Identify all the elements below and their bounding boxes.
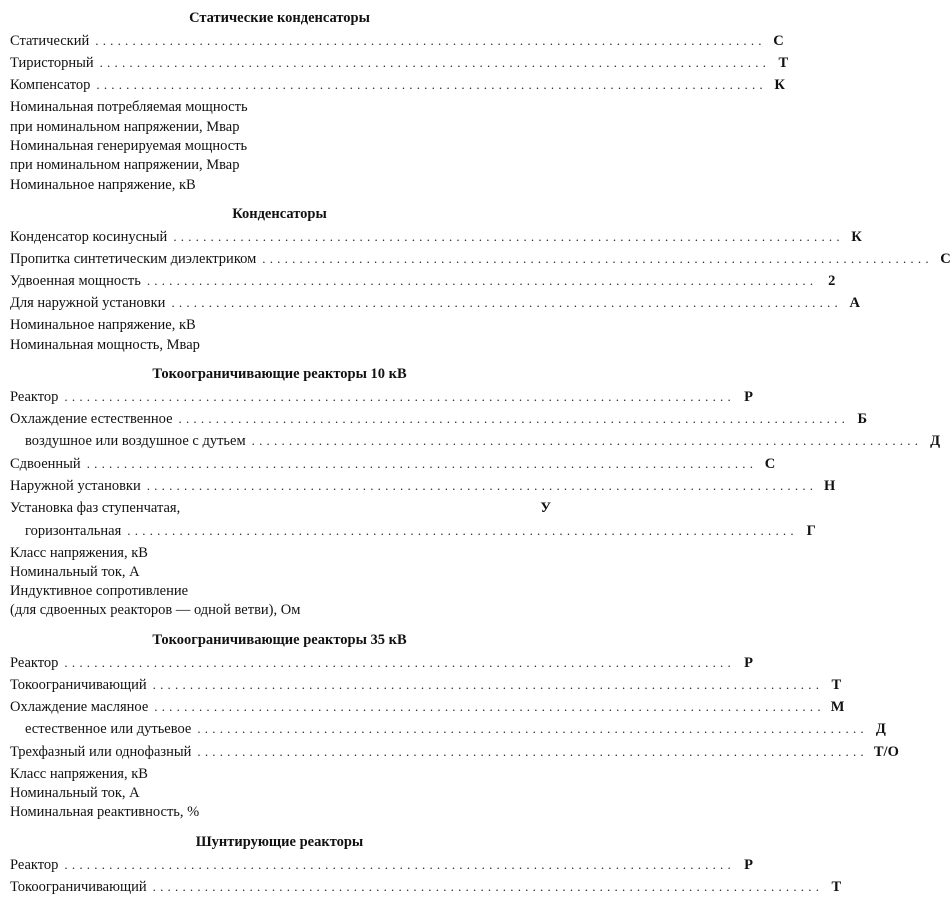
dot-leader: .......................................................................................... [64,655,735,670]
code-entry-row [25,431,941,451]
parameter-note: Номинальная реактивность, % [10,804,200,820]
parameter-note: Номинальная потребляемая мощность [10,99,248,115]
entry-code: Р [744,389,753,405]
entry-label: Статический [10,33,90,49]
dot-leader: .......................................................................................... [262,251,933,266]
code-entry-row [10,653,753,673]
parameter-note: Номинальная мощность, Мвар [10,337,200,353]
entry-label: воздушное или воздушное с дутьем [25,433,246,449]
entry-label: Сдвоенный [10,456,81,472]
dot-leader: .......................................................................................... [86,456,758,471]
code-entry-row [10,855,753,875]
parameter-note: Индуктивное сопротивление [10,583,189,599]
dot-leader: .......................................................................................... [96,77,767,92]
parameter-note: при номинальном напряжении, Мвар [10,119,240,135]
dot-leader: .......................................................................................... [95,33,766,48]
section-heading: Токоограничивающие реакторы 35 кВ [152,632,407,648]
dot-leader: .......................................................................................... [99,55,771,70]
entry-label: естественное или дутьевое [25,721,192,737]
entry-code: С [764,456,776,472]
dot-leader: .......................................................................................... [197,721,868,736]
entry-label: Токоограничивающий [10,677,147,693]
dot-leader: .......................................................................................... [197,744,868,759]
entry-code: У [540,500,551,516]
entry-code: Т [831,677,842,693]
code-entry-row [10,293,860,313]
code-entry-row [25,719,886,739]
code-entry-row [10,675,842,695]
entry-code: М [830,699,845,715]
entry-label: Реактор [10,655,59,671]
dot-leader: .......................................................................................... [173,229,844,244]
entry-label: Охлаждение естественное [10,411,173,427]
entry-label: Токоограничивающий [10,879,147,895]
entry-code: Б [857,411,868,427]
entry-label: горизонтальная [25,523,122,539]
entry-label: Охлаждение масляное [10,699,149,715]
entry-label: Трехфазный или однофазный [10,744,192,760]
parameter-note: Номинальная генерируемая мощность [10,138,248,154]
dot-leader: .......................................................................................... [154,699,825,714]
entry-label: Установка фаз ступенчатая, [10,500,181,516]
entry-label: Пропитка синтетическим диэлектриком [10,251,257,267]
entry-code: С [940,251,951,267]
code-entry-row [10,53,789,73]
code-entry-row [10,476,836,496]
code-entry-row [10,227,862,247]
code-entry-row [25,521,816,541]
entry-code: Т [831,879,842,895]
entry-code: Д [930,433,941,449]
dot-leader: .......................................................................................... [251,433,923,448]
entry-code: С [773,33,784,49]
entry-code: Т/О [873,744,899,760]
entry-code: Р [744,857,753,873]
parameter-note: Номинальный ток, А [10,564,140,580]
dot-leader: .......................................................................................... [64,857,735,872]
section-heading: Токоограничивающие реакторы 10 кВ [152,366,407,382]
parameter-note: Номинальный ток, А [10,785,140,801]
parameter-note: при номинальном напряжении, Мвар [10,157,240,173]
code-entry-row [10,742,899,762]
code-entry-row [10,409,868,429]
entry-code: Т [778,55,789,71]
entry-code: 2 [828,273,836,289]
code-entry-row [10,387,753,407]
entry-label: Компенсатор [10,77,91,93]
dot-leader: .......................................................................................... [146,273,818,288]
entry-label: Конденсатор косинусный [10,229,168,245]
dot-leader: .......................................................................................... [152,677,824,692]
parameter-note: Класс напряжения, кВ [10,766,148,782]
entry-label: Для наружной установки [10,295,166,311]
entry-label: Тиристорный [10,55,94,71]
entry-code: К [851,229,862,245]
entry-code: К [774,77,785,93]
parameter-note: Номинальное напряжение, кВ [10,177,196,193]
dot-leader: .......................................................................................... [64,389,735,404]
entry-code: Р [744,655,753,671]
code-entry-row [10,697,845,717]
dot-leader: .......................................................................................... [171,295,842,310]
parameter-note: (для сдвоенных реакторов — одной ветви), Ом [10,602,301,618]
code-entry-row [10,75,785,95]
section-heading: Конденсаторы [232,206,327,222]
dot-leader: .......................................................................................... [127,523,798,538]
code-entry-row [10,498,551,518]
code-entry-row [10,454,776,474]
dot-leader: .......................................................................................... [178,411,850,426]
code-entry-row [10,249,951,269]
section-heading: Шунтирующие реакторы [195,834,364,850]
entry-code: Г [806,523,816,539]
entry-code: Н [823,478,836,494]
parameter-note: Класс напряжения, кВ [10,545,148,561]
dot-leader: .......................................................................................... [146,478,818,493]
dot-leader: .......................................................................................... [152,879,824,894]
entry-code: А [849,295,860,311]
code-entry-row [10,31,784,51]
code-entry-row [10,271,836,291]
entry-code: Д [875,721,886,737]
section-heading: Статические конденсаторы [189,10,370,26]
code-entry-row [10,877,842,897]
entry-label: Удвоенная мощность [10,273,141,289]
entry-label: Реактор [10,389,59,405]
entry-label: Реактор [10,857,59,873]
entry-label: Наружной установки [10,478,141,494]
parameter-note: Номинальное напряжение, кВ [10,317,196,333]
